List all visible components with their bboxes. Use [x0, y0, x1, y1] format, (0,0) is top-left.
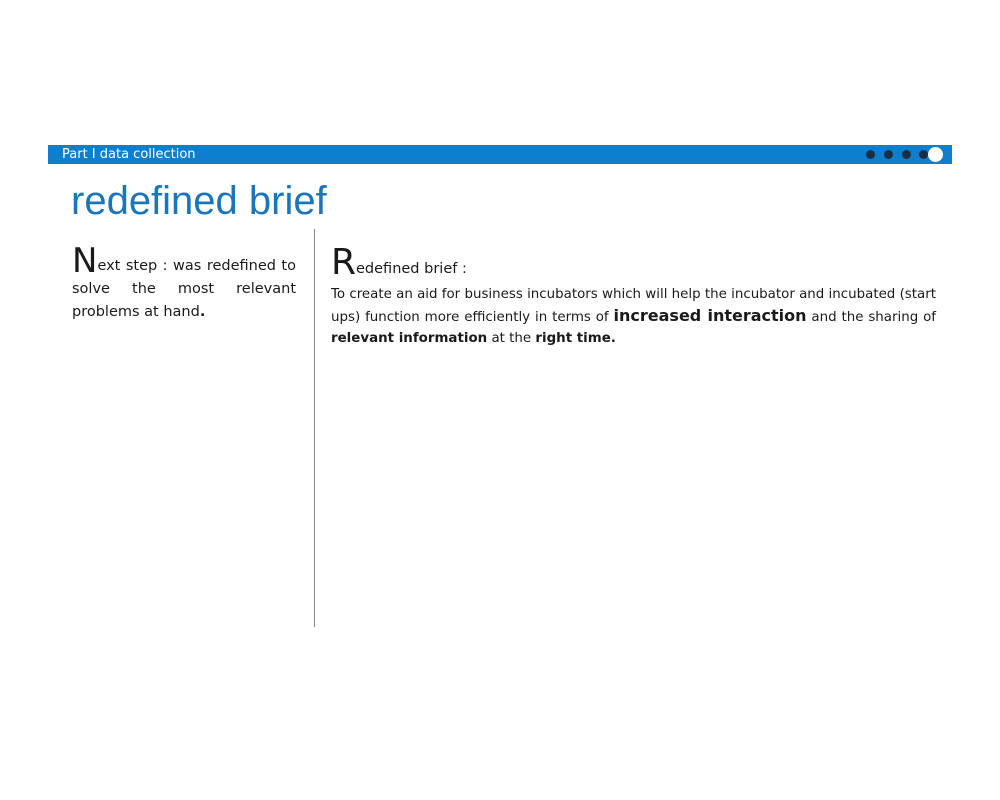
column-divider [314, 229, 315, 627]
right-column-heading [331, 244, 467, 288]
body-emphasis-information: relevant information [331, 331, 488, 346]
progress-dot-current [928, 147, 943, 162]
right-column-body [331, 284, 936, 349]
left-text-period: . [199, 304, 206, 320]
left-text-body: ext step : was redefined to solve the most relevant problems at hand [72, 258, 296, 320]
body-emphasis-interaction: increased interaction [613, 306, 807, 325]
progress-dot-1 [866, 150, 875, 159]
progress-dot-3 [902, 150, 911, 159]
left-dropcap: N [72, 241, 98, 281]
progress-dot-2 [884, 150, 893, 159]
section-label: Part I data collection [62, 147, 196, 162]
left-column-text [72, 241, 296, 324]
body-part-1: To create an aid for business incubators which will help the incubator and incubated (start ups) function more efficiently in terms of [331, 287, 936, 325]
body-part-2: and the sharing of [806, 310, 936, 325]
body-part-3: at the [487, 331, 536, 346]
section-header-bar [48, 145, 952, 164]
page-title: redefined brief [71, 179, 327, 223]
progress-dot-4 [919, 150, 928, 159]
body-emphasis-time: right time. [535, 331, 616, 346]
right-heading-text: edefined brief : [356, 261, 467, 277]
right-dropcap: R [331, 242, 357, 283]
progress-dots [866, 147, 946, 162]
